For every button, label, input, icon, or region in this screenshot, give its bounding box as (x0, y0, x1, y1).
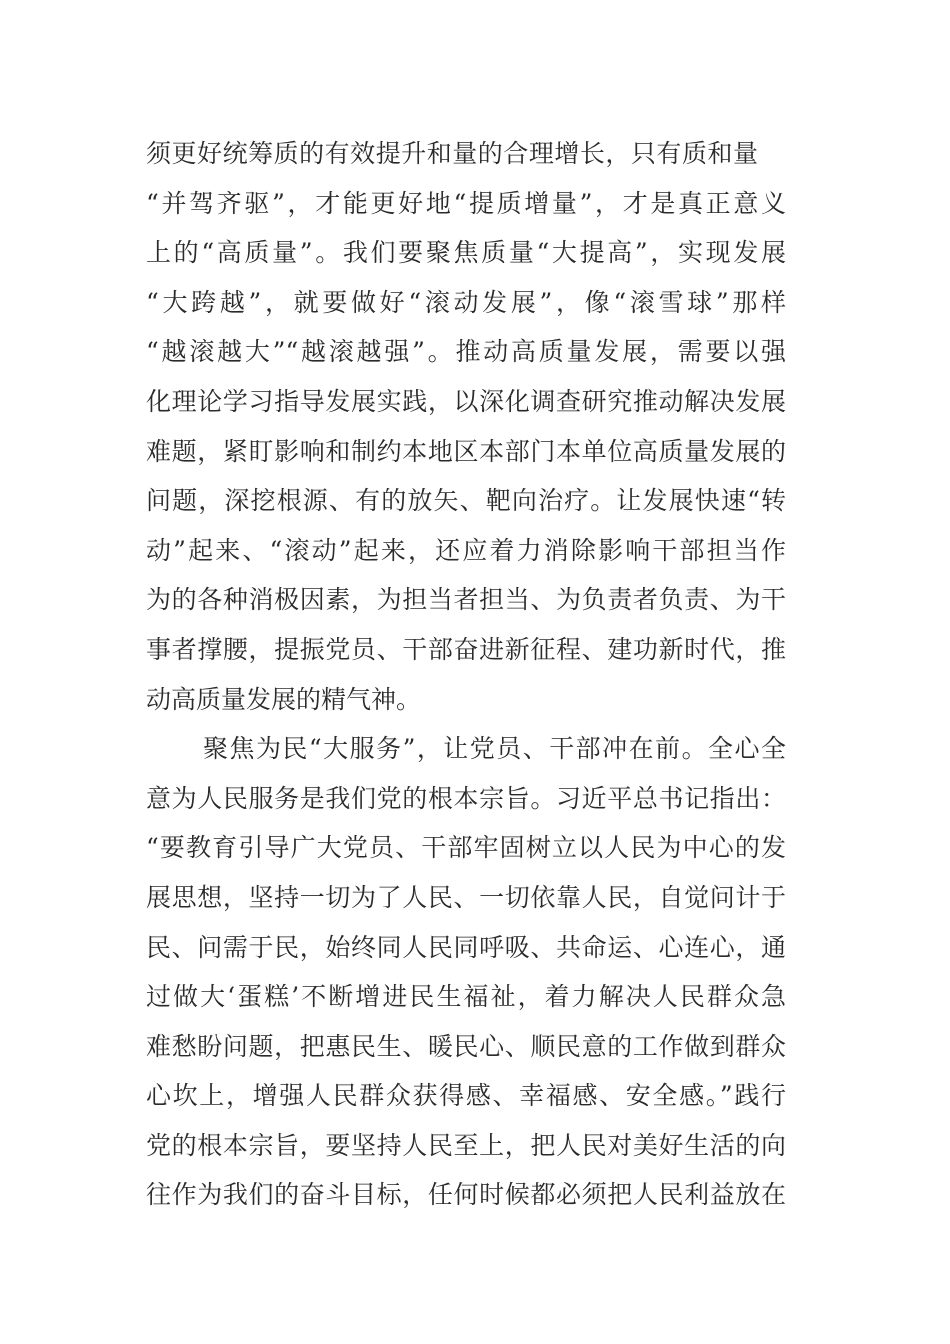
paragraph-line: 难愁盼问题，把惠民生、暖民心、顺民意的工作做到群众 (146, 1031, 786, 1061)
paragraph-line: 难题，紧盯影响和制约本地区本部门本单位高质量发展的 (146, 436, 786, 466)
paragraph-line: 意为人民服务是我们党的根本宗旨。习近平总书记指出： (146, 783, 786, 813)
paragraph-line: 展思想，坚持一切为了人民、一切依靠人民，自觉问计于 (146, 882, 786, 912)
paragraph-line: “大跨越”，就要做好“滚动发展”，像“滚雪球”那样 (146, 287, 786, 317)
paragraph-line: 化理论学习指导发展实践，以深化调查研究推动解决发展 (146, 386, 786, 416)
paragraph-line: 为的各种消极因素，为担当者担当、为负责者负责、为干 (146, 585, 786, 615)
paragraph-line: 党的根本宗旨，要坚持人民至上，把人民对美好生活的向 (146, 1130, 786, 1160)
paragraph-line: “要教育引导广大党员、干部牢固树立以人民为中心的发 (146, 833, 786, 863)
document-body (146, 129, 786, 1220)
paragraph-line: 动”起来、“滚动”起来，还应着力消除影响干部担当作 (146, 535, 786, 565)
paragraph-line: 过做大‘蛋糕’不断增进民生福祉，着力解决人民群众急 (146, 982, 786, 1012)
paragraph-line: 事者撑腰，提振党员、干部奋进新征程、建功新时代，推 (146, 634, 786, 664)
paragraph-line: 问题，深挖根源、有的放矢、靶向治疗。让发展快速“转 (146, 486, 786, 516)
paragraph-line: 心坎上，增强人民群众获得感、幸福感、安全感。”践行 (146, 1081, 786, 1111)
paragraph-1 (146, 129, 786, 724)
paragraph-line: 须更好统筹质的有效提升和量的合理增长，只有质和量 (146, 139, 758, 168)
paragraph-line: 聚焦为民“大服务”，让党员、干部冲在前。全心全 (203, 734, 786, 764)
paragraph-line: “越滚越大”“越滚越强”。推动高质量发展，需要以强 (146, 337, 786, 367)
paragraph-line: “并驾齐驱”，才能更好地“提质增量”，才是真正意义 (146, 188, 786, 218)
paragraph-line: 民、问需于民，始终同人民同呼吸、共命运、心连心，通 (146, 932, 786, 962)
paragraph-line: 动高质量发展的精气神。 (146, 684, 422, 714)
paragraph-line: 往作为我们的奋斗目标，任何时候都必须把人民利益放在 (146, 1180, 786, 1210)
paragraph-2 (146, 724, 786, 1220)
paragraph-line: 上的“高质量”。我们要聚焦质量“大提高”，实现发展 (146, 238, 786, 268)
